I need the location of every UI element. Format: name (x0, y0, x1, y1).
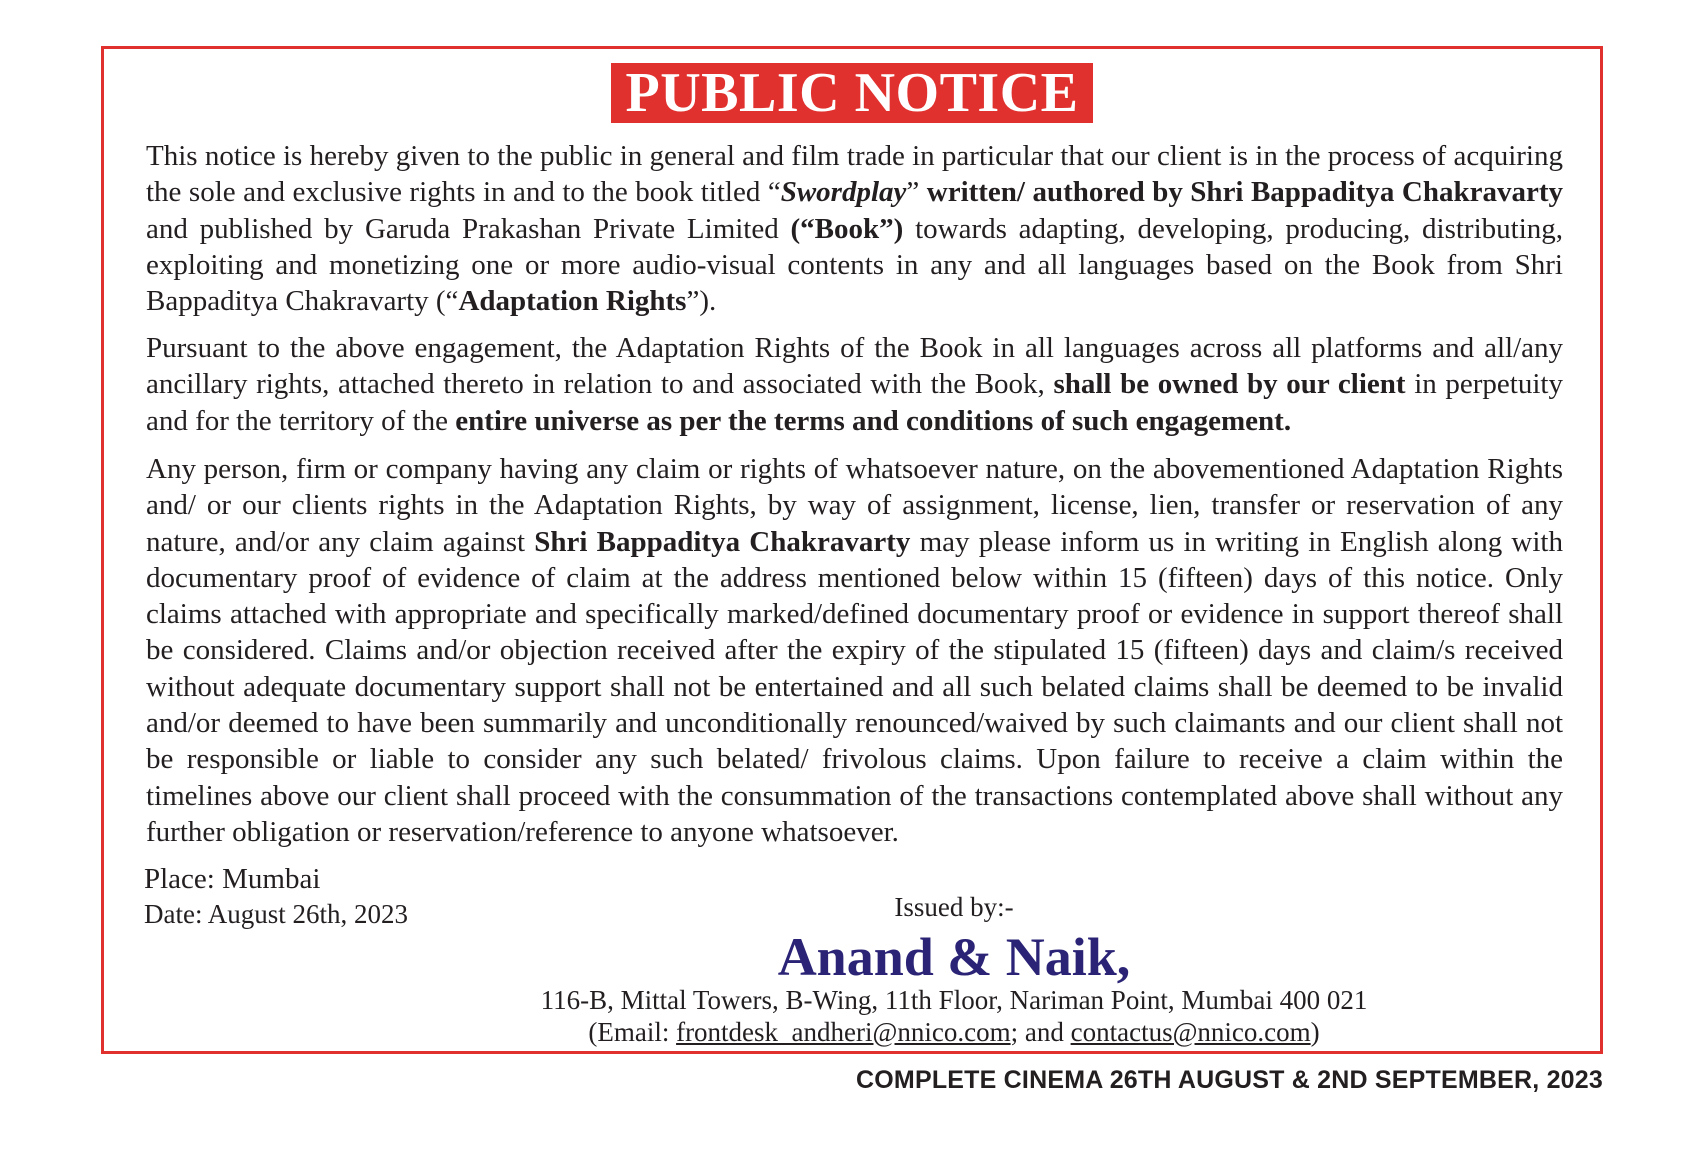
para3-text-2: may please inform us in writing in English along with documentary proof of evidence of claim at the address mentioned below within 15 (fifteen) days of this notice. Only claims attached with appropriate and specifically marked/defined documentary proof or evidence in support thereof shall be considered. Claims and/or objection received after the expiry of the stipulated 15 (fifteen) days and claim/s received without adequate documentary support shall not be entertained and all such belated claims shall be deemed to be invalid and/or deemed to have been summarily and unconditionally renounced/waived by such claimants and our client shall not be responsible or liable to consider any such belated/ frivolous claims. Upon failure to receive a claim within the timelines above our client shall proceed with the consummation of the transactions contemplated above shall without any further obligation or reservation/reference to anyone whatsoever. (146, 525, 1563, 848)
para1-text-1: This notice is hereby given to the public in general and film trade in particular that our client is in the process of acquiring the sole and exclusive rights in and to the book titled “ (146, 140, 1563, 209)
notice-box (101, 46, 1603, 1054)
date: Date: August 26th, 2023 (144, 899, 408, 929)
territory-clause: entire universe as per the terms and conditions of such engagement. (455, 404, 1292, 437)
title-wrap (104, 63, 1600, 123)
email-separator: ; and (1010, 1017, 1071, 1047)
para1-text-5: ”). (686, 285, 717, 318)
paragraph-claims (146, 451, 1563, 850)
publication-footer: COMPLETE CINEMA 26TH AUGUST & 2ND SEPTEMBER, 2023 (856, 1066, 1603, 1094)
notice-title: PUBLIC NOTICE (611, 63, 1092, 123)
issued-by-label: Issued by:- (894, 892, 1014, 922)
firm-address: 116-B, Mittal Towers, B-Wing, 11th Floor, Nariman Point, Mumbai 400 021 (540, 985, 1368, 1015)
book-definition: (“Book”) (790, 212, 904, 245)
book-title: Swordplay (780, 176, 907, 209)
email-line (304, 1016, 1604, 1048)
para2-text-2: in perpetuity and for the territory of the (146, 368, 1563, 437)
place: Place: Mumbai (144, 863, 321, 895)
para1-text-2: ” (906, 176, 927, 209)
email-suffix: ) (1310, 1017, 1320, 1047)
paragraph-ownership (146, 330, 1563, 439)
author-statement: written/ authored by Shri Bappaditya Chakravarty (926, 176, 1563, 209)
email-link-frontdesk[interactable]: frontdesk_andheri@nnico.com (676, 1017, 1011, 1047)
para1-text-4: towards adapting, developing, producing, distributing, exploiting and monetizing one or more audio-visual contents in any and all languages based on the Book from Shri Bappaditya Chakravarty (“ (146, 212, 1563, 318)
paragraph-acquisition (146, 138, 1563, 319)
para1-text-3: and published by Garuda Prakashan Private Limited (146, 212, 791, 245)
para2-text-1: Pursuant to the above engagement, the Adaptation Rights of the Book in all languages across all platforms and all/any ancillary rights, attached thereto in relation to and associated with the Book, (146, 332, 1563, 401)
author-name-bold: Shri Bappaditya Chakravarty (534, 525, 911, 558)
para3-text-1: Any person, firm or company having any claim or rights of whatsoever nature, on the abovementioned Adaptation Rights and/ or our clients rights in the Adaptation Rights, by way of assignment, license, lien, transfer or reservation of any nature, and/or any claim against (146, 453, 1563, 558)
firm-name: Anand & Naik, (777, 927, 1131, 987)
adaptation-rights-term: Adaptation Rights (458, 285, 687, 318)
ownership-clause: shall be owned by our client (1053, 368, 1406, 401)
email-link-contactus[interactable]: contactus@nnico.com (1070, 1017, 1311, 1047)
email-prefix: (Email: (588, 1017, 677, 1047)
